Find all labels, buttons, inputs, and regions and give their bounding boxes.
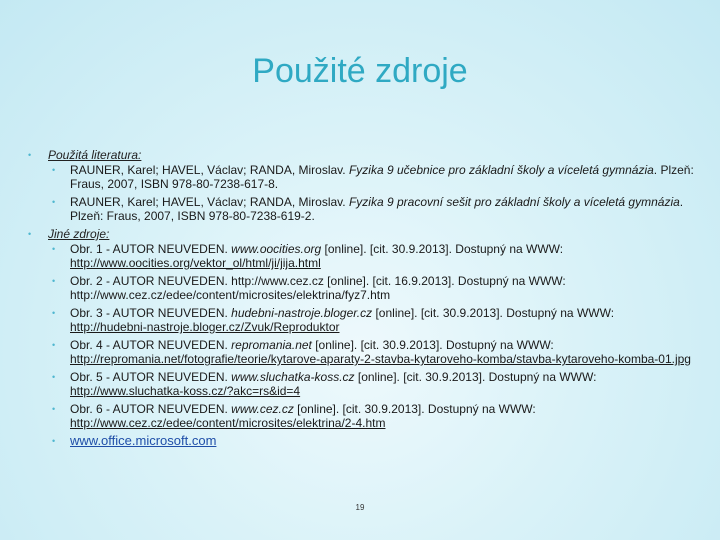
page-number: 19 xyxy=(355,503,365,512)
bullet-icon: • xyxy=(52,372,56,382)
office-link[interactable]: www.office.microsoft.com xyxy=(70,433,217,448)
list-item: • Obr. 5 - AUTOR NEUVEDEN. www.sluchatka-koss.cz [online]. [cit. 30.9.2013]. Dostupný na WWW: http://www.sluchatka-koss.cz/?akc=rs&id=4 xyxy=(48,370,707,398)
sources-list xyxy=(22,148,707,452)
source-link[interactable]: http://www.oocities.org/vektor_ol/html/ji/jija.html xyxy=(70,256,321,270)
bullet-icon: • xyxy=(52,436,56,446)
bullet-icon: • xyxy=(52,340,56,350)
list-item xyxy=(48,434,707,448)
source-url-text: http://www.cez.cz/edee/content/microsites/elektrina/fyz7.htm xyxy=(70,288,391,302)
source-link[interactable]: http://repromania.net/fotografie/teorie/kytarove-aparaty-2-stavba-kytaroveho-komba/stavba-kytaroveho-komba-01.jpg xyxy=(70,352,691,366)
literature-section xyxy=(22,148,707,223)
bullet-icon: • xyxy=(52,276,56,286)
list-item: • Obr. 4 - AUTOR NEUVEDEN. repromania.net [online]. [cit. 30.9.2013]. Dostupný na WWW: http://repromania.net/fotografie/teorie/kytarove-aparaty-2-stavba-kytaroveho-komba/stavba-kytaroveho-komba-01.jpg xyxy=(48,338,707,366)
list-item: • Obr. 1 - AUTOR NEUVEDEN. www.oocities.org [online]. [cit. 30.9.2013]. Dostupný na WWW: http://www.oocities.org/vektor_ol/html/ji/jija.html xyxy=(48,242,707,270)
source-link[interactable]: http://www.sluchatka-koss.cz/?akc=rs&id=4 xyxy=(70,384,301,398)
bullet-icon: • xyxy=(52,404,56,414)
bullet-icon: • xyxy=(52,308,56,318)
list-item: • Obr. 3 - AUTOR NEUVEDEN. hudebni-nastroje.bloger.cz [online]. [cit. 30.9.2013]. Dostupný na WWW: http://hudebni-nastroje.bloger.cz/Zvuk/Reproduktor xyxy=(48,306,707,334)
list-item: • Obr. 2 - AUTOR NEUVEDEN. http://www.cez.cz [online]. [cit. 16.9.2013]. Dostupný na WWW: http://www.cez.cz/edee/content/microsites/elektrina/fyz7.htm xyxy=(48,274,707,302)
bullet-icon: • xyxy=(52,197,56,207)
literature-heading: Použitá literatura: xyxy=(48,148,142,162)
list-item: • RAUNER, Karel; HAVEL, Václav; RANDA, Miroslav. Fyzika 9 učebnice pro základní školy a víceletá gymnázia. Plzeň: Fraus, 2007, ISBN 978-80-7238-617-8. xyxy=(52,163,694,191)
list-item: • RAUNER, Karel; HAVEL, Václav; RANDA, Miroslav. Fyzika 9 pracovní sešit pro základní školy a víceletá gymnázia. Plzeň: Fraus, 2007, ISBN 978-80-7238-619-2. xyxy=(52,195,684,223)
source-link[interactable]: http://www.cez.cz/edee/content/microsites/elektrina/2-4.htm xyxy=(70,416,386,430)
list-item: • Obr. 6 - AUTOR NEUVEDEN. www.cez.cz [online]. [cit. 30.9.2013]. Dostupný na WWW: http://www.cez.cz/edee/content/microsites/elektrina/2-4.htm xyxy=(48,402,707,430)
source-link[interactable]: http://hudebni-nastroje.bloger.cz/Zvuk/Reproduktor xyxy=(70,320,340,334)
bullet-icon: • xyxy=(28,150,32,160)
other-sources-heading: Jiné zdroje: xyxy=(48,227,110,241)
bullet-icon: • xyxy=(52,165,56,175)
slide-title: Použité zdroje xyxy=(252,52,468,90)
bullet-icon: • xyxy=(28,229,32,239)
other-sources-section xyxy=(22,227,707,448)
bullet-icon: • xyxy=(52,244,56,254)
